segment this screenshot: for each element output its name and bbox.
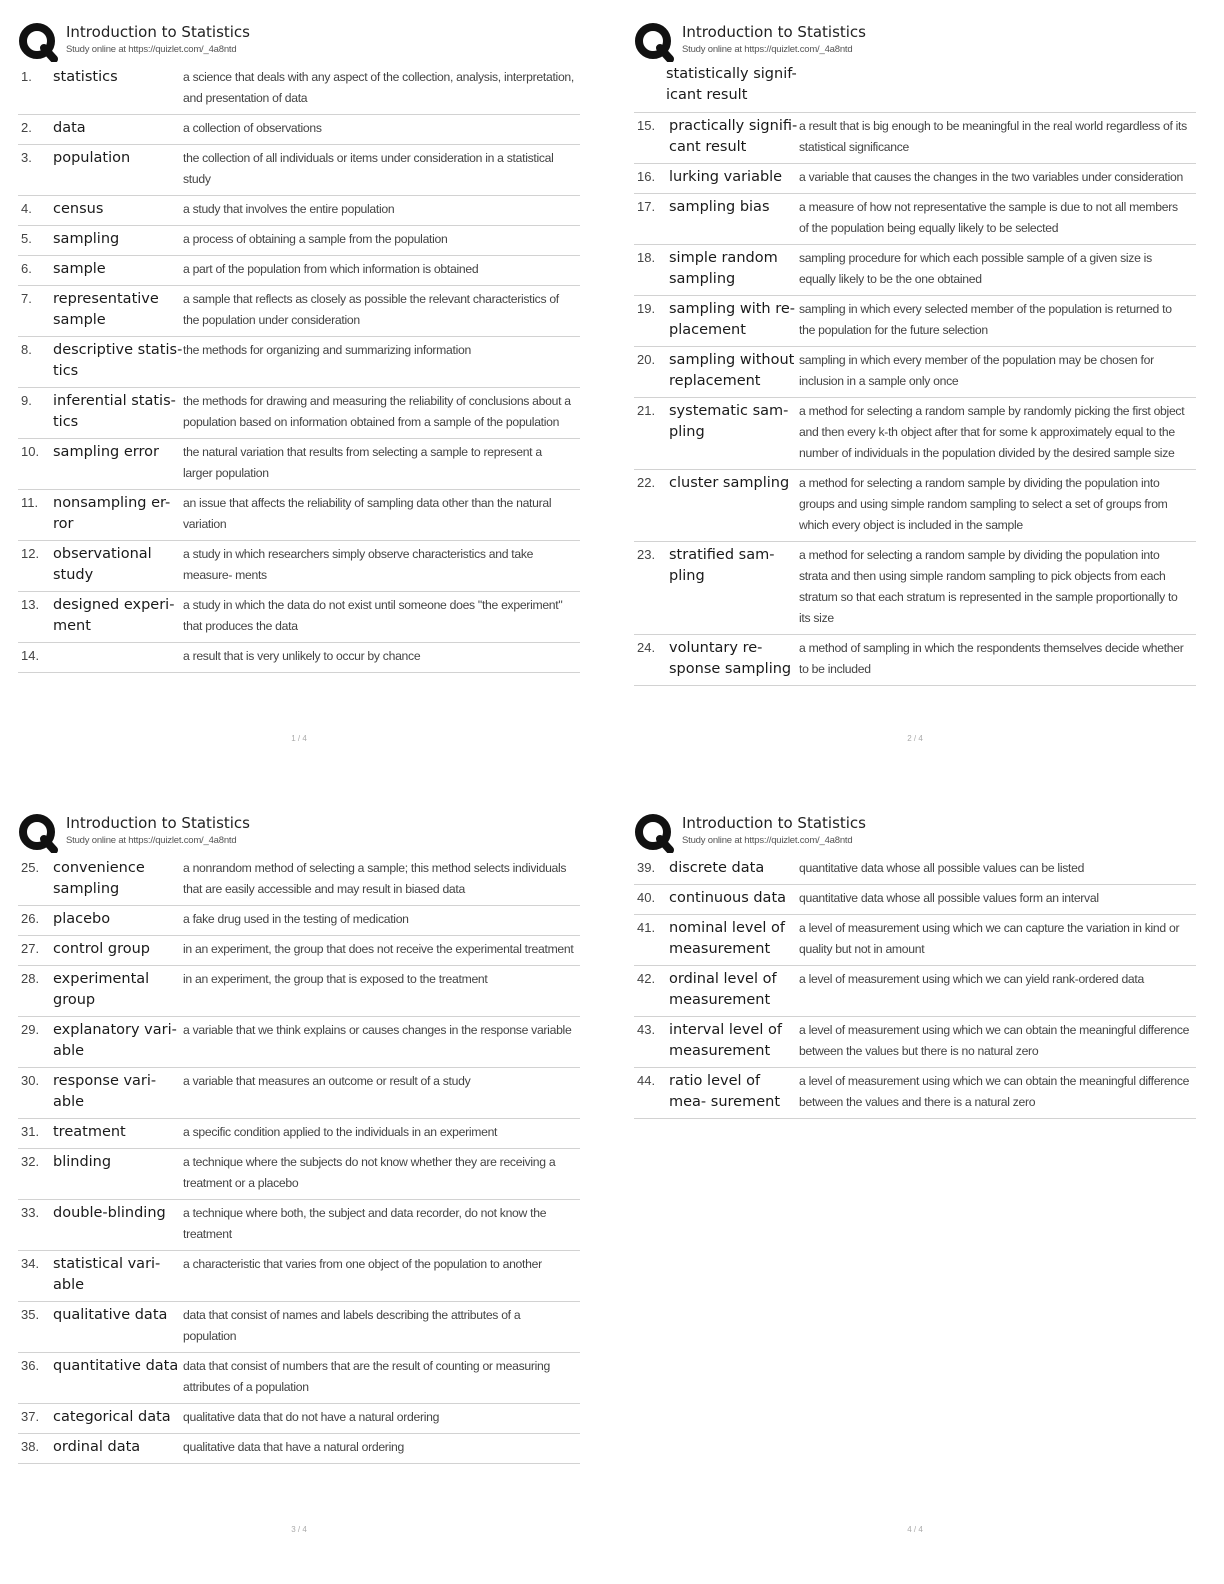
term-word: representative sample	[53, 291, 159, 328]
term-number: 7.	[21, 291, 32, 306]
term-word: treatment	[53, 1124, 126, 1140]
study-online-link[interactable]: Study online at https://quizlet.com/_4a8ntd	[66, 44, 237, 55]
page-number: 1 / 4	[291, 734, 307, 743]
term-definition: data that consist of names and labels describing the attributes of a population	[183, 1308, 521, 1343]
term-row	[18, 64, 580, 115]
page-header	[18, 811, 580, 855]
term-definition: a level of measurement using which we can obtain the meaningful difference between the values but there is no natural zero	[799, 1023, 1190, 1058]
term-word: inferential statis- tics	[53, 393, 176, 430]
term-definition: quantitative data whose all possible values can be listed	[799, 861, 1085, 875]
term-row	[18, 337, 580, 388]
term-row	[18, 145, 580, 196]
term-row	[18, 1068, 580, 1119]
term-number: 18.	[637, 250, 656, 265]
term-number: 24.	[637, 640, 656, 655]
document-title: Introduction to Statistics	[66, 814, 250, 832]
term-row	[18, 1251, 580, 1302]
term-number: 26.	[21, 911, 40, 926]
term-number: 4.	[21, 201, 32, 216]
term-word: stratified sam- pling	[669, 547, 775, 584]
term-number: 42.	[637, 971, 656, 986]
term-number: 1.	[21, 69, 32, 84]
page-number: 4 / 4	[907, 1525, 923, 1534]
term-number: 21.	[637, 403, 656, 418]
term-definition: a measure of how not representative the sample is due to not all members of the population being equally likely to be selected	[799, 200, 1178, 235]
term-definition: in an experiment, the group that is exposed to the treatment	[183, 972, 488, 986]
term-definition: a part of the population from which information is obtained	[183, 262, 479, 276]
document-page-3	[18, 811, 580, 1581]
term-row	[18, 286, 580, 337]
term-word: sampling without replacement	[669, 352, 795, 389]
term-number: 38.	[21, 1439, 40, 1454]
term-word: ordinal data	[53, 1439, 141, 1455]
term-definition: sampling procedure for which each possible sample of a given size is equally likely to be the one obtained	[799, 251, 1152, 286]
quizlet-logo-icon	[634, 22, 674, 62]
term-word: sampling	[53, 231, 120, 247]
page-number: 3 / 4	[291, 1525, 307, 1534]
quizlet-logo-icon	[18, 22, 58, 62]
term-row	[18, 592, 580, 643]
term-definition: a sample that reflects as closely as possible the relevant characteristics of the population under consideration	[183, 292, 559, 327]
term-number: 44.	[637, 1073, 656, 1088]
term-list	[18, 855, 580, 1464]
term-word: sample	[53, 261, 106, 277]
term-row	[634, 194, 1196, 245]
term-number: 14.	[21, 648, 40, 663]
term-word: cluster sampling	[669, 475, 790, 491]
term-list	[18, 64, 580, 673]
term-definition: a variable that causes the changes in the two variables under consideration	[799, 170, 1184, 184]
term-definition: sampling in which every selected member of the population is returned to the population for the future selection	[799, 302, 1172, 337]
term-definition: the natural variation that results from selecting a sample to represent a larger population	[183, 445, 542, 480]
term-row	[634, 113, 1196, 164]
term-number: 9.	[21, 393, 32, 408]
term-definition: an issue that affects the reliability of sampling data other than the natural variation	[183, 496, 552, 531]
term-definition: in an experiment, the group that does not receive the experimental treatment	[183, 942, 574, 956]
term-number: 41.	[637, 920, 656, 935]
term-word: explanatory vari- able	[53, 1022, 177, 1059]
term-definition: a level of measurement using which we can capture the variation in kind or quality but not in amount	[799, 921, 1180, 956]
term-row	[634, 855, 1196, 885]
term-word: qualitative data	[53, 1307, 168, 1323]
term-number: 31.	[21, 1124, 40, 1139]
term-definition: a specific condition applied to the individuals in an experiment	[183, 1125, 498, 1139]
term-number: 3.	[21, 150, 32, 165]
term-word: sampling with re- placement	[669, 301, 795, 338]
term-row	[18, 490, 580, 541]
term-number: 23.	[637, 547, 656, 562]
term-row	[18, 855, 580, 906]
term-list	[634, 855, 1196, 1119]
document-page-2	[634, 20, 1196, 790]
term-row	[634, 470, 1196, 542]
term-row	[18, 936, 580, 966]
term-definition: qualitative data that do not have a natural ordering	[183, 1410, 440, 1424]
term-number: 13.	[21, 597, 40, 612]
term-word: interval level of measurement	[669, 1022, 782, 1059]
term-row	[18, 1434, 580, 1464]
term-number: 27.	[21, 941, 40, 956]
term-word: sampling error	[53, 444, 159, 460]
term-row	[18, 1149, 580, 1200]
term-word: categorical data	[53, 1409, 171, 1425]
term-number: 34.	[21, 1256, 40, 1271]
term-word: designed experi- ment	[53, 597, 175, 634]
term-definition: the collection of all individuals or items under consideration in a statistical study	[183, 151, 554, 186]
term-number: 29.	[21, 1022, 40, 1037]
term-number: 5.	[21, 231, 32, 246]
term-row	[634, 296, 1196, 347]
term-word: descriptive statis- tics	[53, 342, 183, 379]
quizlet-logo-icon	[634, 813, 674, 853]
study-online-link[interactable]: Study online at https://quizlet.com/_4a8ntd	[682, 44, 853, 55]
term-definition: the methods for drawing and measuring the reliability of conclusions about a population based on information obtained from a sample of the population	[183, 394, 571, 429]
page-header	[634, 811, 1196, 855]
term-definition: a result that is very unlikely to occur by chance	[183, 649, 421, 663]
quizlet-logo-icon	[18, 813, 58, 853]
term-number: 35.	[21, 1307, 40, 1322]
term-row	[18, 1404, 580, 1434]
term-definition: a nonrandom method of selecting a sample; this method selects individuals that are easily accessible and may result in biased data	[183, 861, 567, 896]
term-row	[634, 347, 1196, 398]
term-definition: a method of sampling in which the respondents themselves decide whether to be included	[799, 641, 1184, 676]
term-number: 12.	[21, 546, 40, 561]
term-word: voluntary re- sponse sampling	[669, 640, 792, 677]
term-definition: data that consist of numbers that are the result of counting or measuring attributes of a population	[183, 1359, 550, 1394]
term-number: 17.	[637, 199, 656, 214]
term-definition: a study in which researchers simply observe characteristics and take measure- ments	[183, 547, 534, 582]
term-row	[18, 115, 580, 145]
term-row	[18, 906, 580, 936]
term-word: continuous data	[669, 890, 787, 906]
continued-term-text: statistically signif- icant result	[666, 66, 797, 103]
term-definition: a collection of observations	[183, 121, 322, 135]
term-number: 19.	[637, 301, 656, 316]
term-row	[18, 966, 580, 1017]
term-number: 11.	[21, 495, 39, 510]
term-definition: a method for selecting a random sample by randomly picking the first object and then every k-th object after that for some k approximately equal to the number of individuals in the population divided by the desired sample size	[799, 404, 1185, 460]
term-definition: quantitative data whose all possible values form an interval	[799, 891, 1099, 905]
document-page-4	[634, 811, 1196, 1581]
term-row	[634, 1068, 1196, 1119]
term-word: nominal level of measurement	[669, 920, 785, 957]
term-definition: a method for selecting a random sample by dividing the population into strata and then using simple random sampling to pick objects from each stratum so that each stratum is represented in the sample proportionally to its size	[799, 548, 1178, 625]
page-number: 2 / 4	[907, 734, 923, 743]
term-word: discrete data	[669, 860, 765, 876]
term-definition: a process of obtaining a sample from the population	[183, 232, 448, 246]
term-definition: the methods for organizing and summarizing information	[183, 343, 471, 357]
term-definition: a science that deals with any aspect of the collection, analysis, interpretation, and presentation of data	[183, 70, 574, 105]
term-number: 15.	[637, 118, 656, 133]
term-word: statistics	[53, 69, 118, 85]
term-row	[18, 1200, 580, 1251]
term-number: 22.	[637, 475, 656, 490]
term-number: 33.	[21, 1205, 40, 1220]
term-definition: a technique where the subjects do not know whether they are receiving a treatment or a placebo	[183, 1155, 556, 1190]
term-definition: a study that involves the entire population	[183, 202, 395, 216]
term-row	[18, 1353, 580, 1404]
term-row	[18, 226, 580, 256]
term-definition: a result that is big enough to be meaningful in the real world regardless of its statistical significance	[799, 119, 1187, 154]
term-definition: a level of measurement using which we can yield rank-ordered data	[799, 972, 1144, 986]
term-row	[634, 398, 1196, 470]
term-definition: sampling in which every member of the population may be chosen for inclusion in a sample only once	[799, 353, 1154, 388]
term-row	[18, 1017, 580, 1068]
term-word: ratio level of mea- surement	[669, 1073, 781, 1110]
term-word: ordinal level of measurement	[669, 971, 777, 1008]
term-row	[18, 439, 580, 490]
term-number: 36.	[21, 1358, 40, 1373]
term-number: 20.	[637, 352, 656, 367]
term-row	[18, 1302, 580, 1353]
term-definition: a fake drug used in the testing of medication	[183, 912, 409, 926]
term-word: data	[53, 120, 86, 136]
term-number: 6.	[21, 261, 32, 276]
term-word: population	[53, 150, 131, 166]
term-row	[634, 915, 1196, 966]
term-row	[634, 245, 1196, 296]
term-row	[634, 966, 1196, 1017]
term-word: statistical vari- able	[53, 1256, 161, 1293]
term-word: practically signifi- cant result	[669, 118, 798, 155]
document-title: Introduction to Statistics	[682, 23, 866, 41]
term-number: 2.	[21, 120, 32, 135]
term-row	[18, 196, 580, 226]
page-header	[18, 20, 580, 64]
term-definition: a technique where both, the subject and data recorder, do not know the treatment	[183, 1206, 547, 1241]
term-row	[634, 164, 1196, 194]
term-number: 16.	[637, 169, 656, 184]
term-word: observational study	[53, 546, 152, 583]
term-word: control group	[53, 941, 150, 957]
term-number: 37.	[21, 1409, 40, 1424]
term-word: convenience sampling	[53, 860, 145, 897]
term-definition: a characteristic that varies from one object of the population to another	[183, 1257, 542, 1271]
term-word: quantitative data	[53, 1358, 179, 1374]
term-word: sampling bias	[669, 199, 770, 215]
term-word: systematic sam- pling	[669, 403, 789, 440]
term-definition: a variable that we think explains or causes changes in the response variable	[183, 1023, 572, 1037]
document-title: Introduction to Statistics	[66, 23, 250, 41]
continued-term	[634, 64, 1196, 113]
term-row	[634, 885, 1196, 915]
term-word: experimental group	[53, 971, 150, 1008]
term-number: 28.	[21, 971, 40, 986]
term-row	[18, 643, 580, 673]
term-number: 25.	[21, 860, 40, 875]
term-number: 8.	[21, 342, 32, 357]
term-number: 39.	[637, 860, 656, 875]
term-row	[634, 635, 1196, 686]
term-word: census	[53, 201, 104, 217]
term-word: placebo	[53, 911, 111, 927]
term-number: 30.	[21, 1073, 40, 1088]
term-word: nonsampling er- ror	[53, 495, 171, 532]
study-online-link[interactable]: Study online at https://quizlet.com/_4a8ntd	[66, 835, 237, 846]
term-row	[18, 388, 580, 439]
term-word: response vari- able	[53, 1073, 157, 1110]
term-definition: a method for selecting a random sample by dividing the population into groups and using simple random sampling to select a set of groups from which every object is included in the sample	[799, 476, 1168, 532]
term-definition: qualitative data that have a natural ordering	[183, 1440, 404, 1454]
term-list	[634, 113, 1196, 686]
term-number: 40.	[637, 890, 656, 905]
document-title: Introduction to Statistics	[682, 814, 866, 832]
study-online-link[interactable]: Study online at https://quizlet.com/_4a8ntd	[682, 835, 853, 846]
term-number: 32.	[21, 1154, 40, 1169]
term-definition: a variable that measures an outcome or result of a study	[183, 1074, 471, 1088]
term-word: double-blinding	[53, 1205, 166, 1221]
term-word: simple random sampling	[669, 250, 778, 287]
term-number: 43.	[637, 1022, 656, 1037]
term-row	[18, 1119, 580, 1149]
term-row	[18, 541, 580, 592]
term-number: 10.	[21, 444, 40, 459]
term-definition: a study in which the data do not exist until someone does "the experiment" that produces the data	[183, 598, 563, 633]
term-definition: a level of measurement using which we can obtain the meaningful difference between the values and there is a natural zero	[799, 1074, 1190, 1109]
document-page-1	[18, 20, 580, 790]
term-row	[634, 542, 1196, 635]
term-word: lurking variable	[669, 169, 783, 185]
term-row	[18, 256, 580, 286]
term-word: blinding	[53, 1154, 112, 1170]
term-row	[634, 1017, 1196, 1068]
page-header	[634, 20, 1196, 64]
